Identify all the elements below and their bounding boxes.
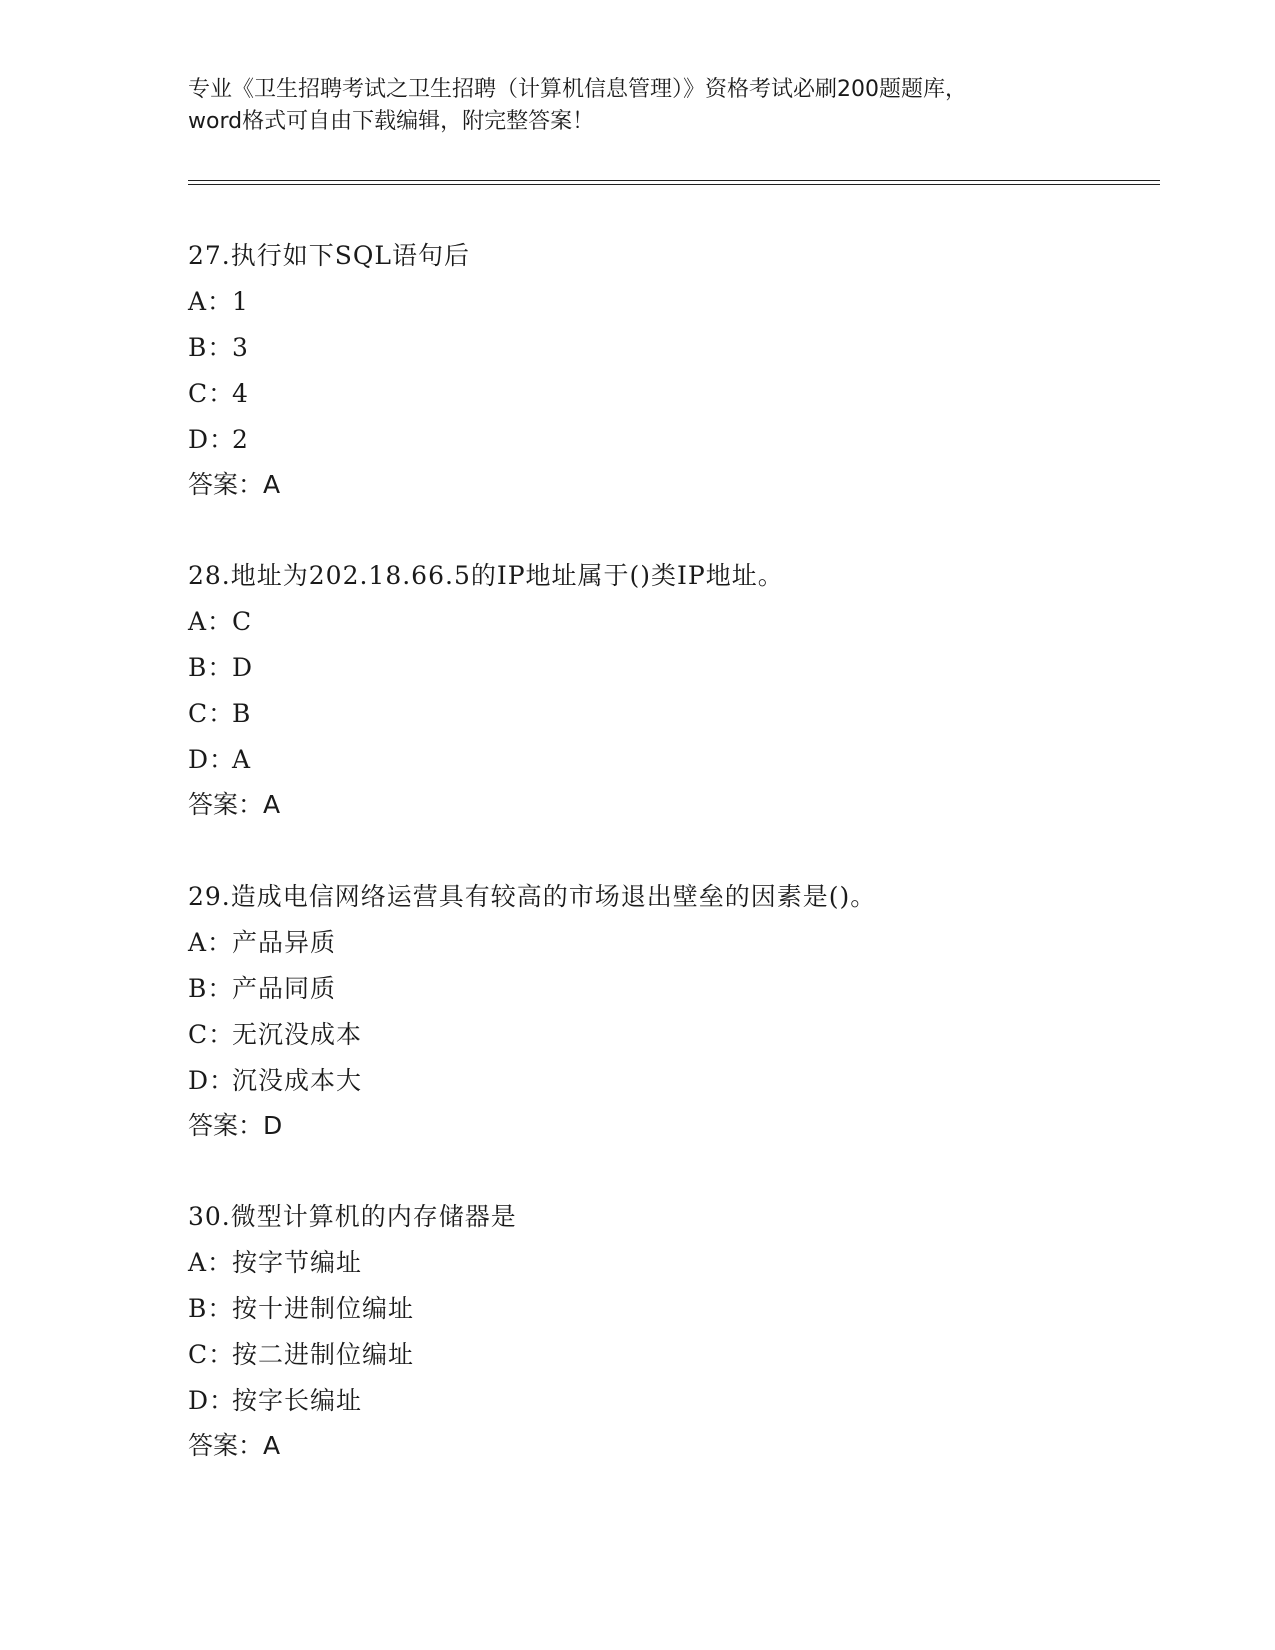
option-label: A： [188, 607, 234, 636]
answer-line: 答案：A [188, 470, 281, 499]
option-c [188, 691, 1148, 737]
answer-line: 答案：D [188, 1111, 283, 1140]
option-label: D： [188, 745, 236, 774]
option-label: D： [188, 1386, 236, 1415]
document-header [188, 74, 1088, 138]
option-d [188, 1058, 1148, 1104]
option-text: 沉没成本大 [232, 1066, 363, 1095]
option-c [188, 1332, 1148, 1378]
option-b [188, 325, 1148, 371]
header-divider-top [188, 180, 1160, 181]
option-label: B： [188, 653, 234, 682]
option-text: 4 [232, 379, 249, 408]
option-a [188, 279, 1148, 325]
question-block [188, 874, 1148, 1148]
option-text: D [232, 653, 254, 682]
question-block [188, 1194, 1148, 1468]
option-label: A： [188, 1248, 234, 1277]
option-a [188, 920, 1148, 966]
option-a [188, 1240, 1148, 1286]
option-text: 按字节编址 [232, 1248, 363, 1277]
option-text: 产品异质 [232, 928, 337, 957]
question-stem: 28.地址为202.18.66.5的IP地址属于()类IP地址。 [188, 561, 784, 590]
option-c [188, 1012, 1148, 1058]
option-label: C： [188, 1020, 235, 1049]
option-d [188, 1378, 1148, 1424]
header-divider-bottom [188, 184, 1160, 185]
option-text: B [232, 699, 252, 728]
option-label: A： [188, 287, 234, 316]
option-a [188, 599, 1148, 645]
option-text: 1 [232, 287, 249, 316]
option-label: B： [188, 974, 234, 1003]
answer-line: 答案：A [188, 1431, 281, 1460]
option-b [188, 966, 1148, 1012]
header-line-1: 专业《卫生招聘考试之卫生招聘（计算机信息管理）》资格考试必刷200题题库， [188, 77, 967, 102]
option-label: B： [188, 1294, 234, 1323]
option-text: 无沉没成本 [232, 1020, 363, 1049]
option-text: C [232, 607, 253, 636]
option-label: D： [188, 1066, 236, 1095]
option-c [188, 371, 1148, 417]
option-b [188, 645, 1148, 691]
option-text: 按字长编址 [232, 1386, 363, 1415]
option-label: D： [188, 425, 236, 454]
option-label: B： [188, 333, 234, 362]
option-text: 按二进制位编址 [232, 1340, 415, 1369]
option-text: 产品同质 [232, 974, 337, 1003]
option-text: 按十进制位编址 [232, 1294, 415, 1323]
option-text: 2 [232, 425, 249, 454]
answer-line: 答案：A [188, 790, 281, 819]
question-stem: 30.微型计算机的内存储器是 [188, 1202, 517, 1231]
question-stem: 29.造成电信网络运营具有较高的市场退出壁垒的因素是()。 [188, 882, 877, 911]
question-block [188, 233, 1148, 507]
question-stem: 27.执行如下SQL语句后 [188, 241, 470, 270]
question-block [188, 553, 1148, 827]
header-line-2: word格式可自由下载编辑，附完整答案！ [188, 109, 595, 134]
option-label: A： [188, 928, 234, 957]
option-text: A [232, 745, 252, 774]
option-d [188, 417, 1148, 463]
option-label: C： [188, 1340, 235, 1369]
option-b [188, 1286, 1148, 1332]
option-label: C： [188, 379, 235, 408]
option-d [188, 737, 1148, 783]
option-text: 3 [232, 333, 249, 362]
option-label: C： [188, 699, 235, 728]
